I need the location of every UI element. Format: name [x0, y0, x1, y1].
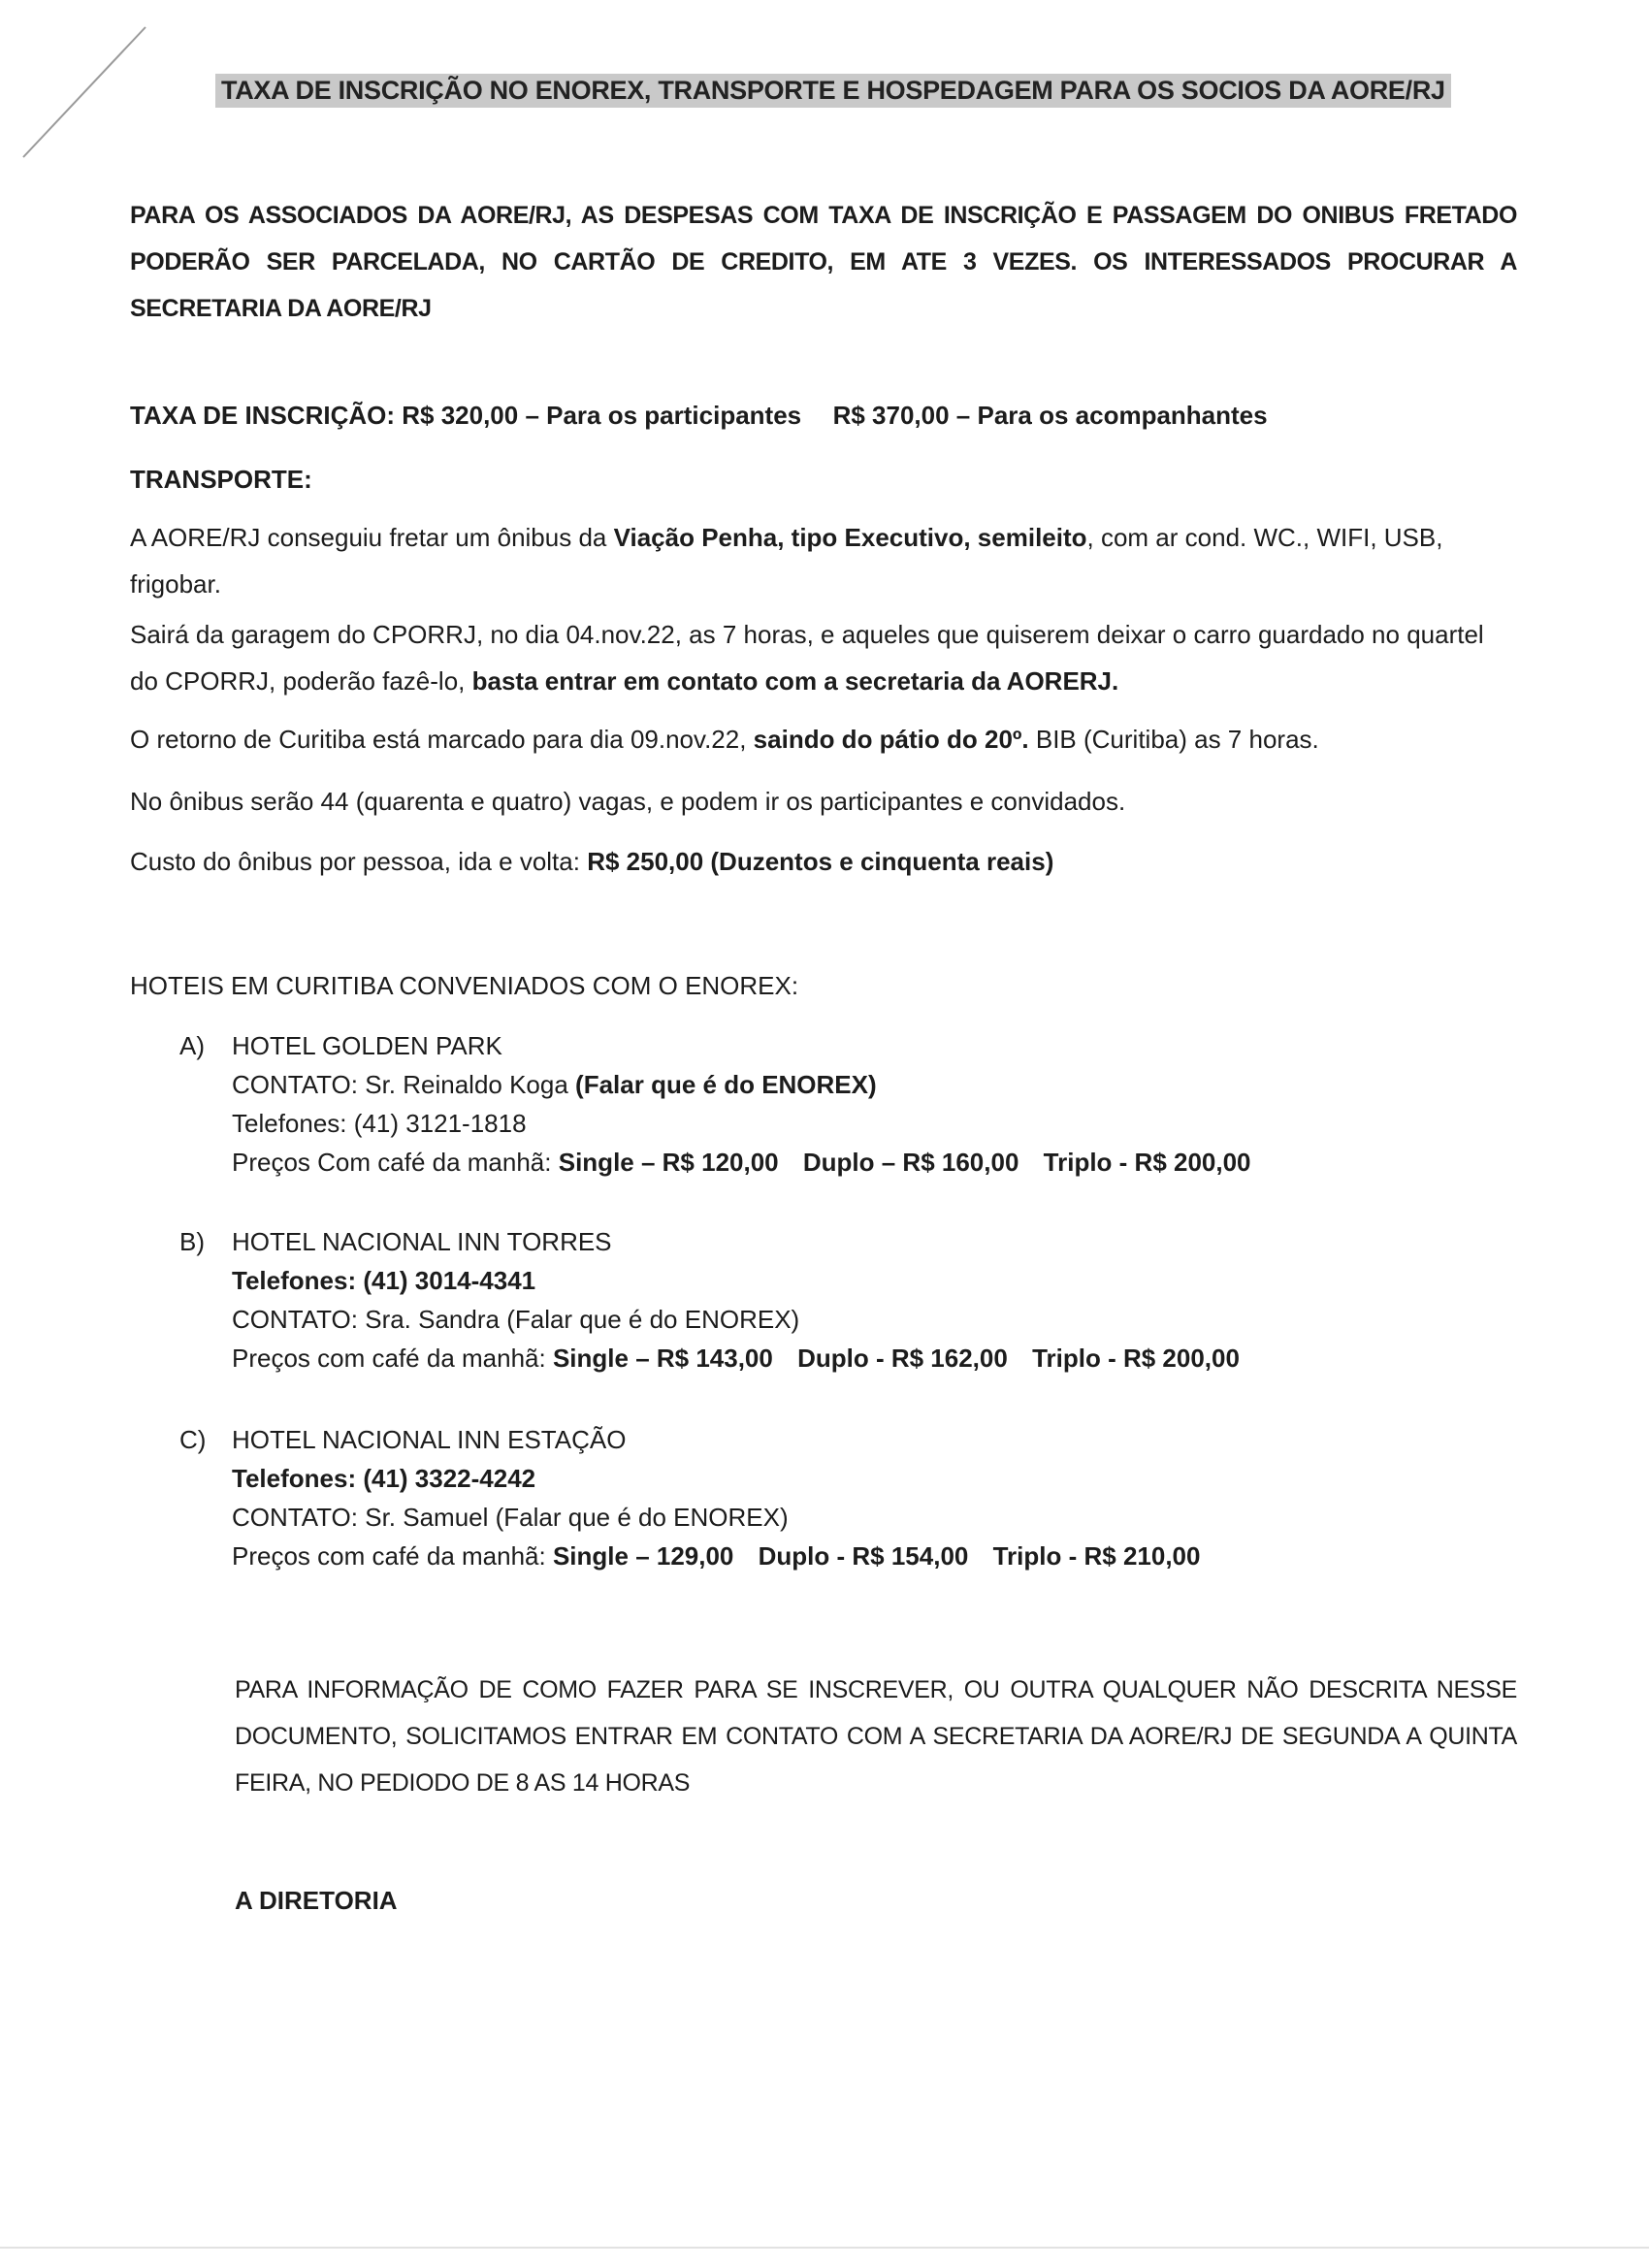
price-single: Single – 129,00	[552, 1541, 734, 1571]
price-triple: Triplo - R$ 200,00	[1043, 1148, 1251, 1177]
hotel-name: HOTEL NACIONAL INN ESTAÇÃO	[232, 1425, 627, 1454]
fee-label: TAXA DE INSCRIÇÃO:	[130, 401, 395, 430]
prices-label: Preços Com café da manhã:	[232, 1148, 552, 1177]
scan-bottom-edge	[0, 2247, 1649, 2249]
transport-paragraph-5	[130, 842, 1517, 881]
price-double: Duplo - R$ 162,00	[797, 1344, 1008, 1373]
title-wrap	[215, 74, 1451, 108]
hotel-prices	[232, 1537, 1537, 1575]
hotel-letter: B)	[179, 1227, 205, 1256]
price-single: Single – R$ 143,00	[552, 1344, 773, 1373]
transport-paragraph-1	[130, 514, 1517, 607]
hotel-phone: Telefones: (41) 3014-4341	[232, 1266, 536, 1295]
signature: A DIRETORIA	[235, 1886, 398, 1915]
hotel-list-c	[179, 1420, 1537, 1575]
transport-p1-a: A AORE/RJ conseguiu fretar um ônibus da	[130, 523, 614, 552]
hotel-name: HOTEL NACIONAL INN TORRES	[232, 1227, 612, 1256]
hotel-item	[179, 1222, 1537, 1377]
transport-p2-a: Sairá da garagem do CPORRJ, no dia 04.nov.22, as 7 horas, e aqueles que quiserem deixar o carro guardado no quartel do CPORRJ, poderão fazê-lo,	[130, 620, 1484, 696]
transport-p3-c: BIB (Curitiba) as 7 horas.	[1028, 725, 1319, 754]
hotel-prices	[232, 1143, 1537, 1182]
transport-p2-b: basta entrar em contato com a secretaria da AORERJ.	[471, 666, 1119, 696]
hotel-phone: Telefones: (41) 3121-1818	[232, 1109, 527, 1138]
prices-label: Preços com café da manhã:	[232, 1541, 546, 1571]
fee-participants: R$ 320,00 – Para os participantes	[402, 401, 802, 430]
transport-p3-b: saindo do pátio do 20º.	[753, 725, 1029, 754]
document-title: TAXA DE INSCRIÇÃO NO ENOREX, TRANSPORTE E HOSPEDAGEM PARA OS SOCIOS DA AORE/RJ	[215, 74, 1451, 108]
transport-p1-b: Viação Penha, tipo Executivo, semileito	[613, 523, 1087, 552]
hotel-contact: CONTATO: Sra. Sandra (Falar que é do ENOREX)	[232, 1305, 800, 1334]
transport-p3-a: O retorno de Curitiba está marcado para dia 09.nov.22,	[130, 725, 754, 754]
hotel-letter: A)	[179, 1031, 205, 1060]
transport-heading: TRANSPORTE:	[130, 465, 312, 494]
transport-p5-b: R$ 250,00 (Duzentos e cinquenta reais)	[587, 847, 1054, 876]
hotels-heading: HOTEIS EM CURITIBA CONVENIADOS COM O ENOREX:	[130, 971, 799, 1000]
price-double: Duplo - R$ 154,00	[758, 1541, 969, 1571]
fee-companions: R$ 370,00 – Para os acompanhantes	[832, 401, 1268, 430]
hotel-item	[179, 1420, 1537, 1575]
closing-paragraph: PARA INFORMAÇÃO DE COMO FAZER PARA SE INSCREVER, OU OUTRA QUALQUER NÃO DESCRITA NESSE DOCUMENTO, SOLICITAMOS ENTRAR EM CONTATO COM A SECRETARIA DA AORE/RJ DE SEGUNDA A QUINTA FEIRA, NO PEDIODO DE 8 AS 14 HORAS	[235, 1676, 1517, 1797]
prices-label: Preços com café da manhã:	[232, 1344, 546, 1373]
price-double: Duplo – R$ 160,00	[802, 1148, 1019, 1177]
scan-fold-line	[19, 19, 213, 165]
price-triple: Triplo - R$ 200,00	[1032, 1344, 1240, 1373]
price-single: Single – R$ 120,00	[558, 1148, 779, 1177]
hotel-contact: CONTATO: Sr. Samuel (Falar que é do ENOREX)	[232, 1503, 789, 1532]
hotel-phone: Telefones: (41) 3322-4242	[232, 1464, 536, 1493]
hotel-contact	[232, 1065, 1537, 1104]
hotel-list	[179, 1026, 1537, 1182]
hotel-prices	[232, 1339, 1537, 1377]
price-triple: Triplo - R$ 210,00	[992, 1541, 1201, 1571]
transport-paragraph-3	[130, 720, 1517, 759]
fee-line	[130, 396, 1517, 435]
hotel-contact-b: (Falar que é do ENOREX)	[575, 1070, 877, 1099]
hotel-contact-a: CONTATO: Sr. Reinaldo Koga	[232, 1070, 576, 1099]
hotel-name: HOTEL GOLDEN PARK	[232, 1031, 502, 1060]
intro-paragraph: PARA OS ASSOCIADOS DA AORE/RJ, AS DESPESAS COM TAXA DE INSCRIÇÃO E PASSAGEM DO ONIBUS FRETADO PODERÃO SER PARCELADA, NO CARTÃO DE CREDITO, EM ATE 3 VEZES. OS INTERESSADOS PROCURAR A SECRETARIA DA AORE/RJ	[130, 202, 1517, 322]
hotel-item	[179, 1026, 1537, 1182]
transport-p5-a: Custo do ônibus por pessoa, ida e volta:	[130, 847, 588, 876]
transport-paragraph-2	[130, 611, 1517, 704]
transport-paragraph-4: No ônibus serão 44 (quarenta e quatro) vagas, e podem ir os participantes e convidados.	[130, 787, 1126, 816]
hotel-list-b	[179, 1222, 1537, 1377]
transport-p1-c: , com ar cond. WC., WIFI, USB, frigobar.	[130, 523, 1443, 599]
hotel-letter: C)	[179, 1425, 207, 1454]
